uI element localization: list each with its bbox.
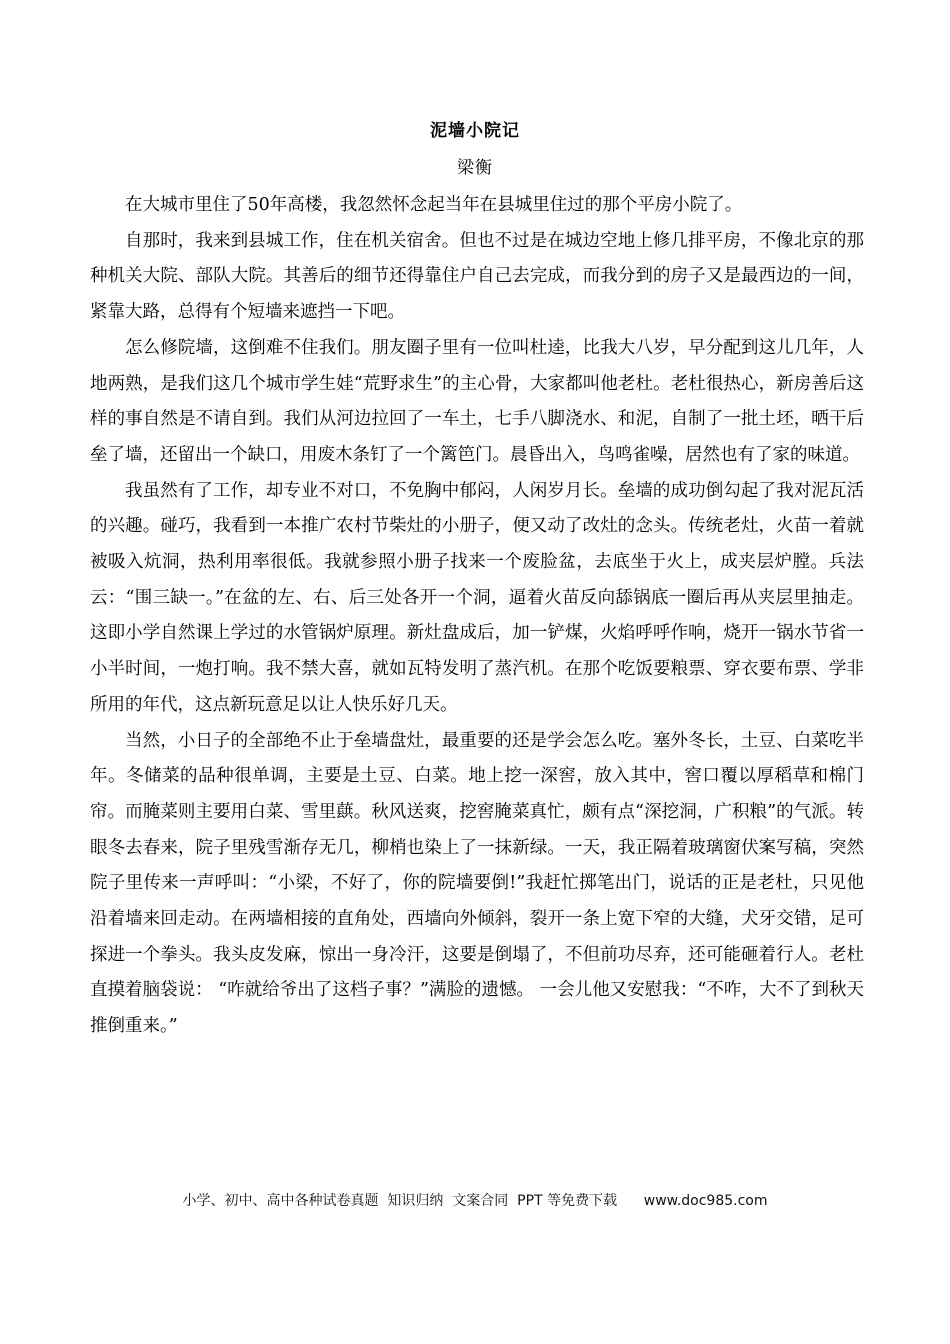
paragraph: 当然，小日子的全部绝不止于垒墙盘灶，最重要的还是学会怎么吃。塞外冬长，土豆、白菜吃半年。冬储菜的品种很单调，主要是土豆、白菜。地上挖一深窖，放入其中，窖口覆以厚稻草和棉门帘。而腌菜则主要用白菜、雪里蕻。秋风送爽，挖窖腌菜真忙，颇有点“深挖洞，广积粮”的气派。转眼冬去春来，院子里残雪渐存无几，柳梢也染上了一抹新绿。一天，我正隔着玻璃窗伏案写稿，突然院子里传来一声呼叫：“小梁，不好了，你的院墙要倒!”我赶忙掷笔出门，说话的正是老杜，只见他沿着墙来回走动。在两墙相接的直角处，西墙向外倾斜，裂开一条上宽下窄的大缝，犬牙交错，足可探进一个拳头。我头皮发麻，惊出一身冷汗，这要是倒塌了，不但前功尽弃，还可能砸着行人。老杜直摸着脑袋说： “咋就给爷出了这档子事？”满脸的遗憾。 一会儿他又安慰我：“不咋，大不了到秋天推倒重来。” [90, 730, 864, 1037]
paragraph: 在大城市里住了50年高楼，我忽然怀念起当年在县城里住过的那个平房小院了。 [125, 195, 743, 215]
article-title: 泥墙小院记 [430, 121, 520, 141]
article-body [90, 188, 864, 1045]
paragraph: 自那时，我来到县城工作，住在机关宿舍。但也不过是在城边空地上修几排平房，不像北京的那种机关大院、部队大院。其善后的细节还得靠住户自己去完成，而我分到的房子又是最西边的一间，紧靠大路，总得有个短墙来遮挡一下吧。 [90, 230, 864, 323]
paragraph: 我虽然有了工作，却专业不对口，不免胸中郁闷，人闲岁月长。垒墙的成功倒勾起了我对泥瓦活的兴趣。碰巧，我看到一本推广农村节柴灶的小册子，便又动了改灶的念头。传统老灶，火苗一着就被吸入炕洞，热利用率很低。我就参照小册子找来一个废脸盆，去底坐于火上，成夹层炉膛。兵法云：“围三缺一。”在盆的左、右、后三处各开一个洞，逼着火苗反向舔锅底一圈后再从夹层里抽走。这即小学自然课上学过的水管锅炉原理。新灶盘成后，加一铲煤，火焰呼呼作响，烧开一锅水节省一小半时间，一炮打响。我不禁大喜，就如瓦特发明了蒸汽机。在那个吃饭要粮票、穿衣要布票、学非所用的年代，这点新玩意足以让人快乐好几天。 [90, 480, 864, 715]
article-author: 梁衡 [457, 158, 493, 178]
page-footer: 小学、初中、高中各种试卷真题 知识归纳 文案合同 PPT 等免费下载 www.doc985.com [182, 1193, 768, 1209]
paragraph: 怎么修院墙，这倒难不住我们。朋友圈子里有一位叫杜逵，比我大八岁，早分配到这儿几年，人地两熟，是我们这几个城市学生娃“荒野求生”的主心骨，大家都叫他老杜。老杜很热心，新房善后这样的事自然是不请自到。我们从河边拉回了一车土，七手八脚浇水、和泥，自制了一批土坯，晒干后垒了墙，还留出一个缺口，用废木条钉了一个篱笆门。晨昏出入，鸟鸣雀噪，居然也有了家的味道。 [90, 337, 864, 465]
